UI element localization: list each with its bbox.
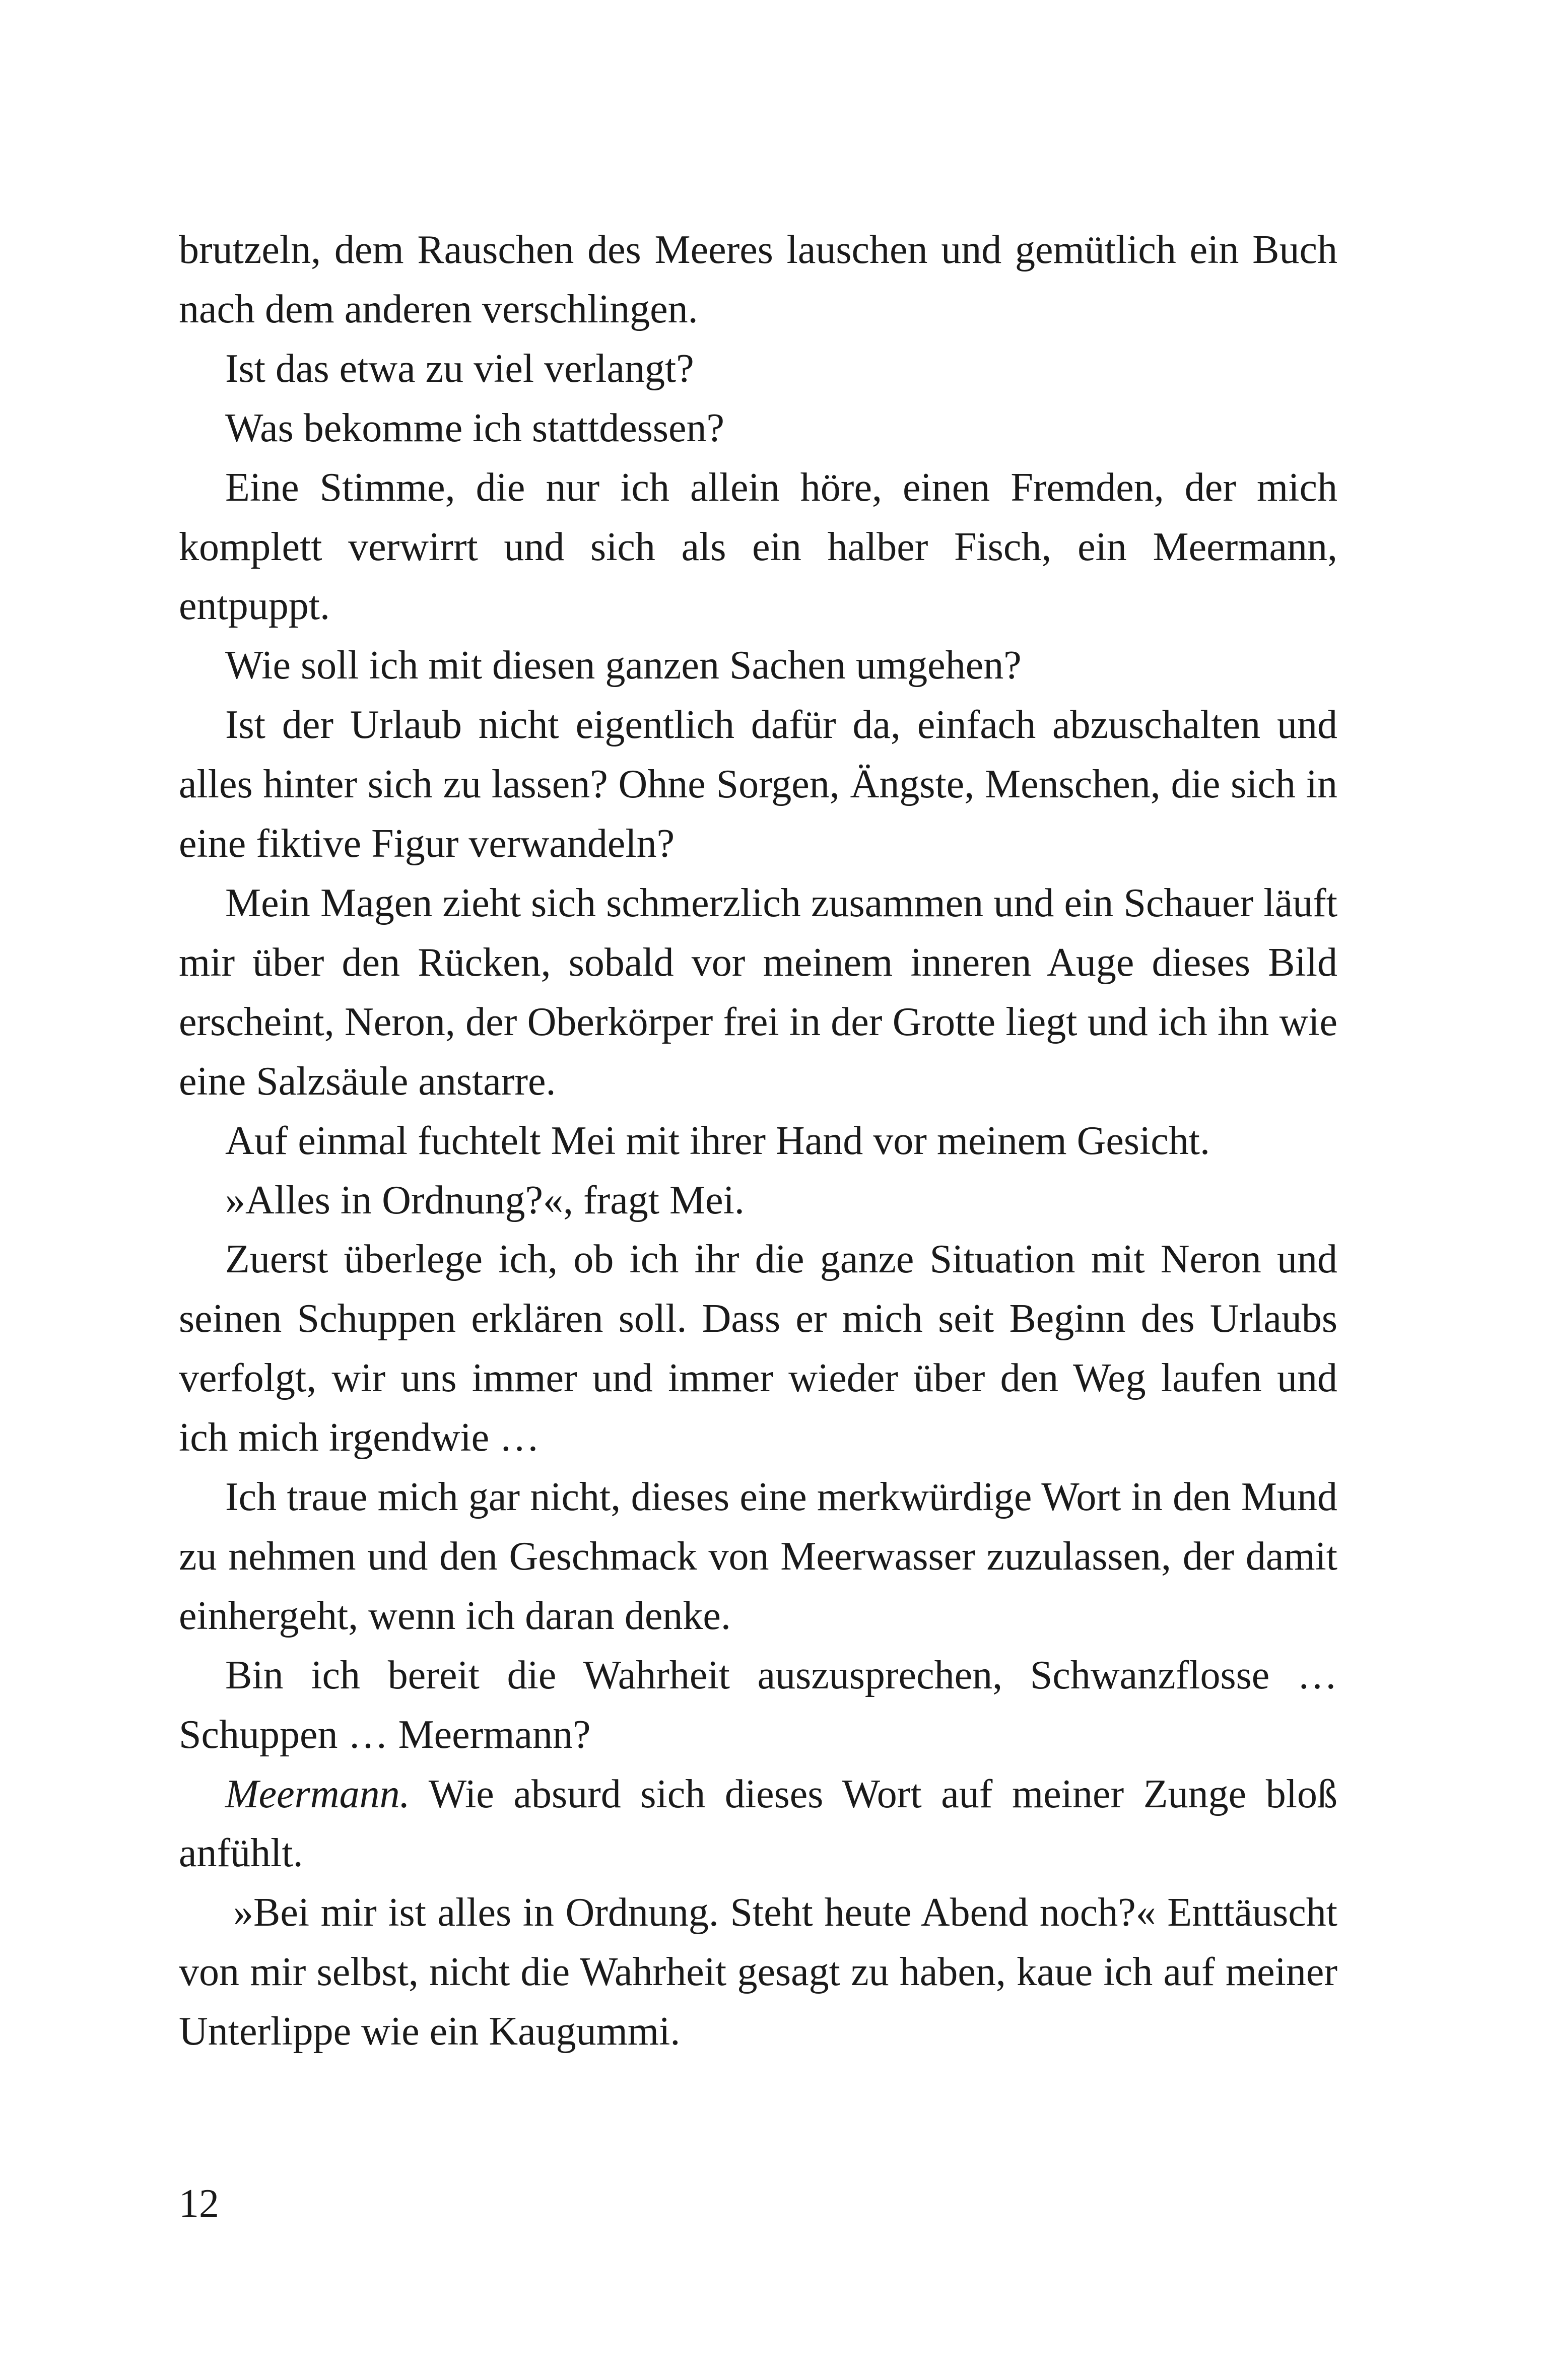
paragraph: »Bei mir ist alles in Ordnung. Steht heute Abend noch?« Enttäuscht von mir selbst, nicht die Wahrheit gesagt zu haben, kaue ich auf meiner Unterlippe wie ein Kaugummi.	[179, 1890, 1337, 2054]
paragraph: Mein Magen zieht sich schmerzlich zusammen und ein Schauer läuft mir über den Rücken, sobald vor meinem inneren Auge dieses Bild erscheint, Neron, der Oberkörper frei in der Grotte liegt und ich ihn wie eine Salzsäule anstarre.	[179, 880, 1337, 1104]
paragraph: Ich traue mich gar nicht, dieses eine merkwürdige Wort in den Mund zu nehmen und den Geschmack von Meerwasser zuzulassen, der damit einhergeht, wenn ich daran denke.	[179, 1475, 1337, 1638]
body-text	[179, 221, 1337, 2062]
paragraph: Auf einmal fuchtelt Mei mit ihrer Hand vor meinem Gesicht.	[225, 1118, 1210, 1163]
page-number: 12	[179, 2182, 219, 2226]
paragraph-text: Wie absurd sich dieses Wort auf meiner Zunge bloß anfühlt.	[179, 1772, 1337, 1876]
paragraph: Was bekomme ich stattdessen?	[225, 405, 725, 450]
paragraph: Bin ich bereit die Wahrheit auszusprechen, Schwanzflosse … Schuppen … Meermann?	[179, 1653, 1337, 1757]
paragraph: Eine Stimme, die nur ich allein höre, einen Fremden, der mich komplett verwirrt und sich als ein halber Fisch, ein Meermann, entpuppt.	[179, 465, 1337, 629]
italic-word: Meermann.	[225, 1772, 410, 1816]
paragraph	[179, 1765, 1337, 1884]
paragraph: Zuerst überlege ich, ob ich ihr die ganze Situation mit Neron und seinen Schuppen erklären soll. Dass er mich seit Beginn des Urlaubs verfolgt, wir uns immer und immer wieder über den Weg laufen und ich mich irgendwie …	[179, 1237, 1337, 1460]
paragraph: »Alles in Ordnung?«, fragt Mei.	[225, 1178, 745, 1222]
paragraph: brutzeln, dem Rauschen des Meeres lauschen und gemütlich ein Buch nach dem anderen verschlingen.	[179, 228, 1337, 331]
paragraph: Wie soll ich mit diesen ganzen Sachen umgehen?	[225, 643, 1022, 688]
paragraph: Ist das etwa zu viel verlangt?	[225, 346, 694, 391]
paragraph: Ist der Urlaub nicht eigentlich dafür da, einfach abzuschalten und alles hinter sich zu lassen? Ohne Sorgen, Ängste, Menschen, die sich in eine fiktive Figur verwandeln?	[179, 703, 1337, 866]
